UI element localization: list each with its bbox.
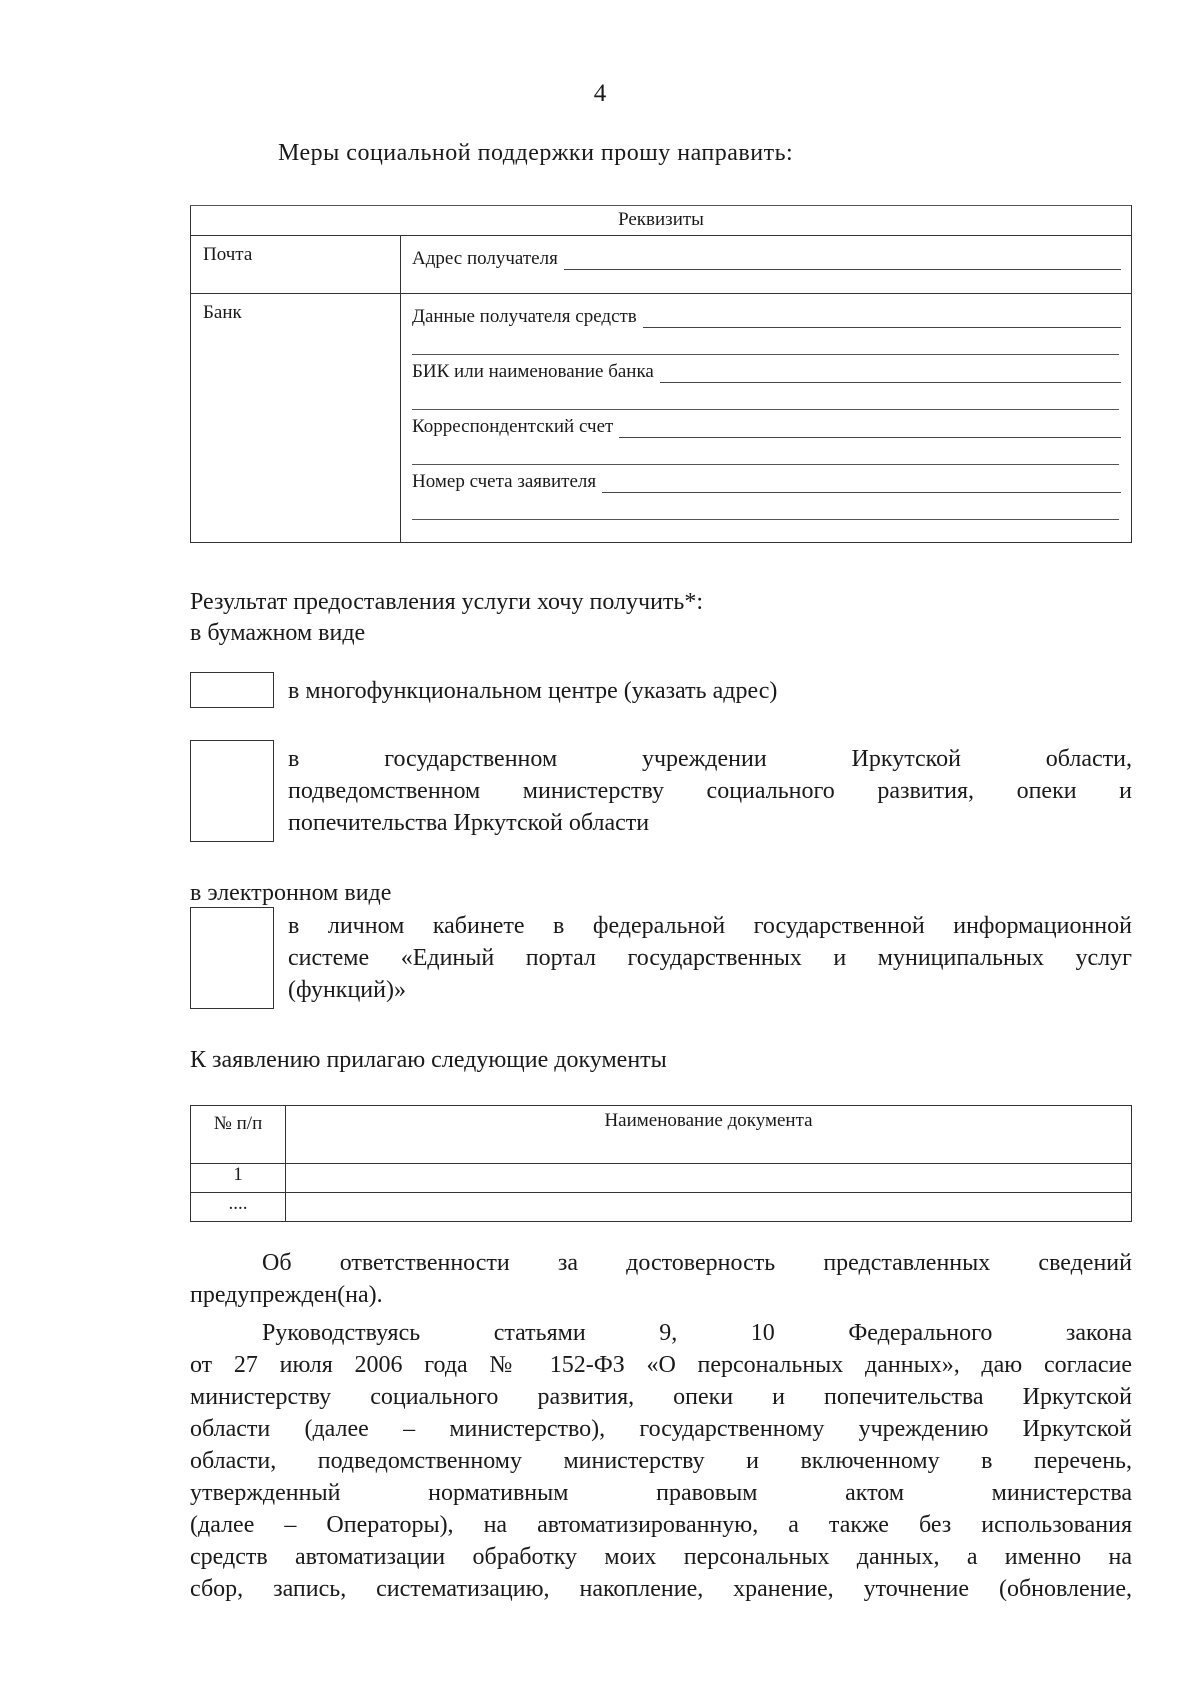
result-heading: Результат предоставления услуги хочу получить*: — [190, 589, 704, 615]
responsibility-line-1: Об ответственности за достоверность представленных сведений — [262, 1250, 1132, 1276]
documents-name-header: Наименование документа — [286, 1106, 1132, 1164]
electronic-heading: в электронном виде — [190, 880, 392, 906]
account-extra-line[interactable] — [412, 493, 1119, 520]
consent-line-2: от 27 июля 2006 года № 152-ФЗ «О персональных данных», даю согласие — [190, 1352, 1132, 1378]
portal-checkbox[interactable] — [190, 907, 274, 1009]
consent-line-9: сбор, запись, систематизацию, накопление, хранение, уточнение (обновление, — [190, 1576, 1132, 1602]
requisites-table — [190, 205, 1132, 543]
documents-table — [190, 1105, 1132, 1222]
mfc-option-label: в многофункциональном центре (указать адрес) — [288, 678, 778, 704]
recipient-data-extra-line[interactable] — [412, 328, 1119, 355]
responsibility-line-2: предупрежден(на). — [190, 1282, 383, 1308]
account-field[interactable] — [412, 465, 1121, 493]
consent-line-8: средств автоматизации обработку моих персональных данных, а именно на — [190, 1544, 1132, 1570]
bank-details-cell — [401, 294, 1132, 543]
consent-line-4: области (далее – министерство), государственному учреждению Иркутской — [190, 1416, 1132, 1442]
institution-option-line-2: подведомственном министерству социального развития, опеки и — [288, 778, 1132, 804]
documents-row-1-num: 1 — [191, 1164, 286, 1193]
bik-extra-line[interactable] — [412, 383, 1119, 410]
recipient-address-field[interactable] — [412, 242, 1121, 270]
corr-account-extra-line[interactable] — [412, 438, 1119, 465]
corr-account-field[interactable] — [412, 410, 1121, 438]
institution-option-line-3: попечительства Иркутской области — [288, 810, 650, 836]
mail-address-cell — [401, 236, 1132, 294]
recipient-data-label: Данные получателя средств — [412, 306, 637, 327]
institution-checkbox[interactable] — [190, 740, 274, 842]
requisites-caption: Реквизиты — [191, 206, 1132, 236]
mfc-checkbox[interactable] — [190, 672, 274, 708]
consent-line-1: Руководствуясь статьями 9, 10 Федерального закона — [262, 1320, 1132, 1346]
documents-num-header: № п/п — [191, 1106, 286, 1164]
institution-option-line-1: в государственном учреждении Иркутской области, — [288, 746, 1132, 772]
paper-heading: в бумажном виде — [190, 620, 366, 646]
portal-option-line-3: (функций)» — [288, 977, 406, 1003]
documents-row-1-name[interactable] — [286, 1164, 1132, 1193]
bik-label: БИК или наименование банка — [412, 361, 654, 382]
consent-line-3: министерству социального развития, опеки и попечительства Иркутской — [190, 1384, 1132, 1410]
consent-line-5: области, подведомственному министерству и включенному в перечень, — [190, 1448, 1132, 1474]
documents-row-2-name[interactable] — [286, 1193, 1132, 1222]
corr-account-label: Корреспондентский счет — [412, 416, 614, 437]
page-number: 4 — [593, 80, 607, 107]
mail-label: Почта — [191, 236, 401, 294]
bank-label: Банк — [191, 294, 401, 543]
account-label: Номер счета заявителя — [412, 471, 597, 492]
consent-line-7: (далее – Операторы), на автоматизированную, а также без использования — [190, 1512, 1132, 1538]
consent-line-6: утвержденный нормативным правовым актом министерства — [190, 1480, 1132, 1506]
recipient-address-label: Адрес получателя — [412, 248, 558, 269]
bik-field[interactable] — [412, 355, 1121, 383]
portal-option-line-2: системе «Единый портал государственных и муниципальных услуг — [288, 945, 1132, 971]
intro-text: Меры социальной поддержки прошу направить: — [278, 140, 794, 166]
recipient-data-field[interactable] — [412, 300, 1121, 328]
documents-heading: К заявлению прилагаю следующие документы — [190, 1047, 667, 1073]
documents-row-2-num: .... — [191, 1193, 286, 1222]
portal-option-line-1: в личном кабинете в федеральной государственной информационной — [288, 913, 1132, 939]
